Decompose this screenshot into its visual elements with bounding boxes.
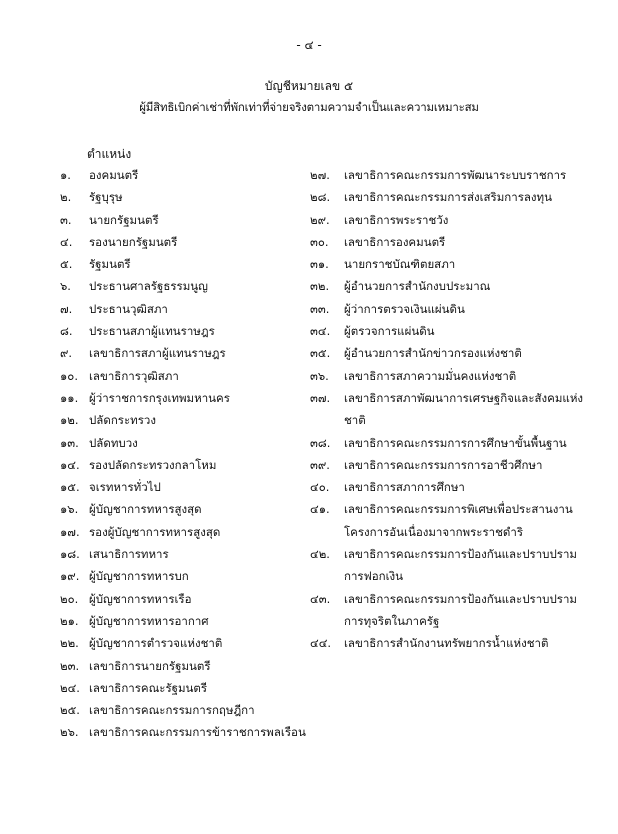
item-position-title: องคมนตรี <box>89 168 139 182</box>
item-number: ๑๙. <box>60 569 80 584</box>
item-number: ๓๔. <box>310 324 331 339</box>
item-position-title: เลขาธิการคณะกรรมการป้องกันและปราบปรามการฟอกเงิน <box>344 547 577 584</box>
item-position-title: รองปลัดกระทรวงกลาโหม <box>89 457 217 472</box>
item-number: ๓๘. <box>310 435 331 450</box>
item-position-title: เลขาธิการวุฒิสภา <box>89 368 179 383</box>
item-position-title: ประธานศาลรัฐธรรมนูญ <box>89 279 208 294</box>
item-number: ๑๓. <box>60 435 79 450</box>
item-number: ๒๔. <box>60 680 80 695</box>
item-number: ๒๕. <box>60 703 80 718</box>
item-number: ๔๒. <box>310 547 330 562</box>
list-item <box>310 320 595 342</box>
item-position-title: ผู้บัญชาการทหารอากาศ <box>89 613 209 628</box>
item-position-title: ประธานวุฒิสภา <box>89 301 168 316</box>
document-subtitle: ผู้มีสิทธิเบิกค่าเช่าที่พักเท่าที่จ่ายจริงตามความจำเป็นและความเหมาะสม <box>139 100 479 114</box>
item-position-title: นายกราชบัณฑิตยสภา <box>344 257 456 272</box>
list-item <box>310 209 595 231</box>
list-item <box>310 253 595 275</box>
item-position-title: ผู้อำนวยการสำนักข่าวกรองแห่งชาติ <box>344 346 522 361</box>
left-column-list <box>60 164 310 744</box>
item-position-title: ผู้บัญชาการทหารบก <box>89 569 189 584</box>
item-position-title: เลขาธิการองคมนตรี <box>344 234 446 249</box>
item-number: ๔๔. <box>310 636 332 651</box>
item-position-title: เลขาธิการคณะกรรมการการอาชีวศึกษา <box>344 457 543 472</box>
item-number: ๒๙. <box>310 212 330 227</box>
item-position-title: เลขาธิการคณะกรรมการข้าราชการพลเรือน <box>89 725 306 740</box>
item-position-title: เลขาธิการคณะกรรมการส่งเสริมการลงทุน <box>344 190 552 205</box>
list-item <box>310 498 595 543</box>
list-item <box>60 253 310 275</box>
item-number: ๑๒. <box>60 413 79 428</box>
item-number: ๓๒. <box>310 279 330 294</box>
list-item <box>310 164 595 186</box>
item-number: ๓. <box>60 212 72 227</box>
item-position-title: จเรทหารทั่วไป <box>89 480 161 495</box>
item-position-title: ประธานสภาผู้แทนราษฎร <box>89 324 215 339</box>
item-number: ๓๐. <box>310 234 329 249</box>
item-number: ๑๖. <box>60 502 79 517</box>
item-number: ๑๑. <box>60 390 79 405</box>
item-number: ๒. <box>60 190 72 205</box>
item-number: ๒๖. <box>60 725 79 740</box>
item-position-title: เลขาธิการสำนักงานทรัพยากรน้ำแห่งชาติ <box>344 636 549 651</box>
list-item <box>60 521 310 543</box>
item-position-title: ผู้บัญชาการตำรวจแห่งชาติ <box>89 636 223 651</box>
list-item <box>60 409 310 431</box>
item-number: ๔. <box>60 234 73 249</box>
item-number: ๓๙. <box>310 457 330 472</box>
list-item <box>310 476 595 498</box>
list-item <box>60 699 310 721</box>
item-number: ๖. <box>60 279 71 294</box>
list-item <box>310 454 595 476</box>
list-item <box>60 320 310 342</box>
item-position-title: เลขาธิการคณะกรรมการพัฒนาระบบราชการ <box>344 168 567 182</box>
right-column-list <box>310 164 595 655</box>
list-item <box>310 231 595 253</box>
item-position-title: เลขาธิการนายกรัฐมนตรี <box>89 658 211 673</box>
item-number: ๑๘. <box>60 547 80 562</box>
item-number: ๒๗. <box>310 168 330 182</box>
item-position-title: เลขาธิการสภาการศึกษา <box>344 480 465 495</box>
item-number: ๓๕. <box>310 346 331 361</box>
item-number: ๑. <box>60 168 71 182</box>
item-number: ๗. <box>60 301 73 316</box>
list-item <box>60 721 310 743</box>
list-item <box>60 387 310 409</box>
item-number: ๑๐. <box>60 368 78 383</box>
item-position-title: นายกรัฐมนตรี <box>89 212 159 227</box>
item-position-title: ปลัดกระทรวง <box>89 413 156 428</box>
item-position-title: เลขาธิการพระราชวัง <box>344 212 449 227</box>
item-number: ๘. <box>60 324 73 339</box>
list-item <box>60 677 310 699</box>
item-position-title: เลขาธิการคณะรัฐมนตรี <box>89 680 208 695</box>
item-number: ๔๐. <box>310 480 330 495</box>
item-position-title: ผู้อำนวยการสำนักงบประมาณ <box>344 279 491 294</box>
list-item <box>310 342 595 364</box>
list-item <box>310 432 595 454</box>
list-item <box>60 632 310 654</box>
item-position-title: ผู้ว่าราชการกรุงเทพมหานคร <box>89 390 230 405</box>
list-item <box>60 342 310 364</box>
item-position-title: ผู้บัญชาการทหารสูงสุด <box>89 502 202 517</box>
list-item <box>310 275 595 297</box>
item-position-title: รองนายกรัฐมนตรี <box>89 234 178 249</box>
item-position-title: ผู้ว่าการตรวจเงินแผ่นดิน <box>344 301 465 316</box>
item-position-title: เลขาธิการสภาพัฒนาการเศรษฐกิจและสังคมแห่งชาติ <box>344 390 584 428</box>
document-title: บัญชีหมายเลข ๕ <box>264 79 354 93</box>
item-position-title: ผู้บัญชาการทหารเรือ <box>89 591 192 606</box>
list-item <box>60 588 310 610</box>
item-position-title: รองผู้บัญชาการทหารสูงสุด <box>89 524 221 539</box>
item-number: ๓๓. <box>310 301 330 316</box>
list-item <box>60 565 310 587</box>
item-position-title: เสนาธิการทหาร <box>89 547 169 562</box>
list-item <box>310 186 595 208</box>
list-item <box>310 365 595 387</box>
item-position-title: เลขาธิการสภาผู้แทนราษฎร <box>89 346 226 361</box>
item-number: ๓๗. <box>310 390 331 405</box>
item-position-title: ปลัดทบวง <box>89 435 138 450</box>
item-position-title: เลขาธิการคณะกรรมการกฤษฎีกา <box>89 703 255 718</box>
item-number: ๕. <box>60 257 73 272</box>
item-number: ๓๖. <box>310 368 329 383</box>
list-item <box>310 298 595 320</box>
list-item <box>60 298 310 320</box>
item-number: ๙. <box>60 346 73 361</box>
item-position-title: ผู้ตรวจการแผ่นดิน <box>344 324 435 339</box>
list-item <box>60 476 310 498</box>
list-item <box>310 387 595 432</box>
item-position-title: รัฐบุรุษ <box>89 190 123 205</box>
list-item <box>60 186 310 208</box>
item-position-title: เลขาธิการคณะกรรมการการศึกษาขั้นพื้นฐาน <box>344 435 567 450</box>
item-number: ๒๐. <box>60 591 79 606</box>
list-item <box>60 209 310 231</box>
list-item <box>60 231 310 253</box>
item-number: ๒๒. <box>60 636 79 651</box>
list-item <box>310 543 595 588</box>
item-number: ๒๘. <box>310 190 331 205</box>
item-number: ๑๔. <box>60 457 80 472</box>
item-number: ๓๑. <box>310 257 329 272</box>
item-position-title: รัฐมนตรี <box>89 257 131 272</box>
page-number: - ๔ - <box>296 38 322 52</box>
list-item <box>60 655 310 677</box>
list-item <box>60 432 310 454</box>
list-item <box>60 543 310 565</box>
item-number: ๒๓. <box>60 658 80 673</box>
item-number: ๔๑. <box>310 502 330 517</box>
item-number: ๔๓. <box>310 591 331 606</box>
column-header: ตำแหน่ง <box>87 147 132 161</box>
item-number: ๑๗. <box>60 524 80 539</box>
list-item <box>60 275 310 297</box>
list-item <box>60 164 310 186</box>
item-position-title: เลขาธิการคณะกรรมการป้องกันและปราบปรามการทุจริตในภาครัฐ <box>344 591 577 628</box>
item-number: ๒๑. <box>60 613 79 628</box>
list-item <box>60 365 310 387</box>
list-item <box>60 498 310 520</box>
item-position-title: เลขาธิการคณะกรรมการพิเศษเพื่อประสานงานโครงการอันเนื่องมาจากพระราชดำริ <box>344 502 573 539</box>
item-number: ๑๕. <box>60 480 80 495</box>
item-position-title: เลขาธิการสภาความมั่นคงแห่งชาติ <box>344 368 517 383</box>
list-item <box>310 588 595 633</box>
list-item <box>310 632 595 654</box>
list-item <box>60 610 310 632</box>
list-item <box>60 454 310 476</box>
